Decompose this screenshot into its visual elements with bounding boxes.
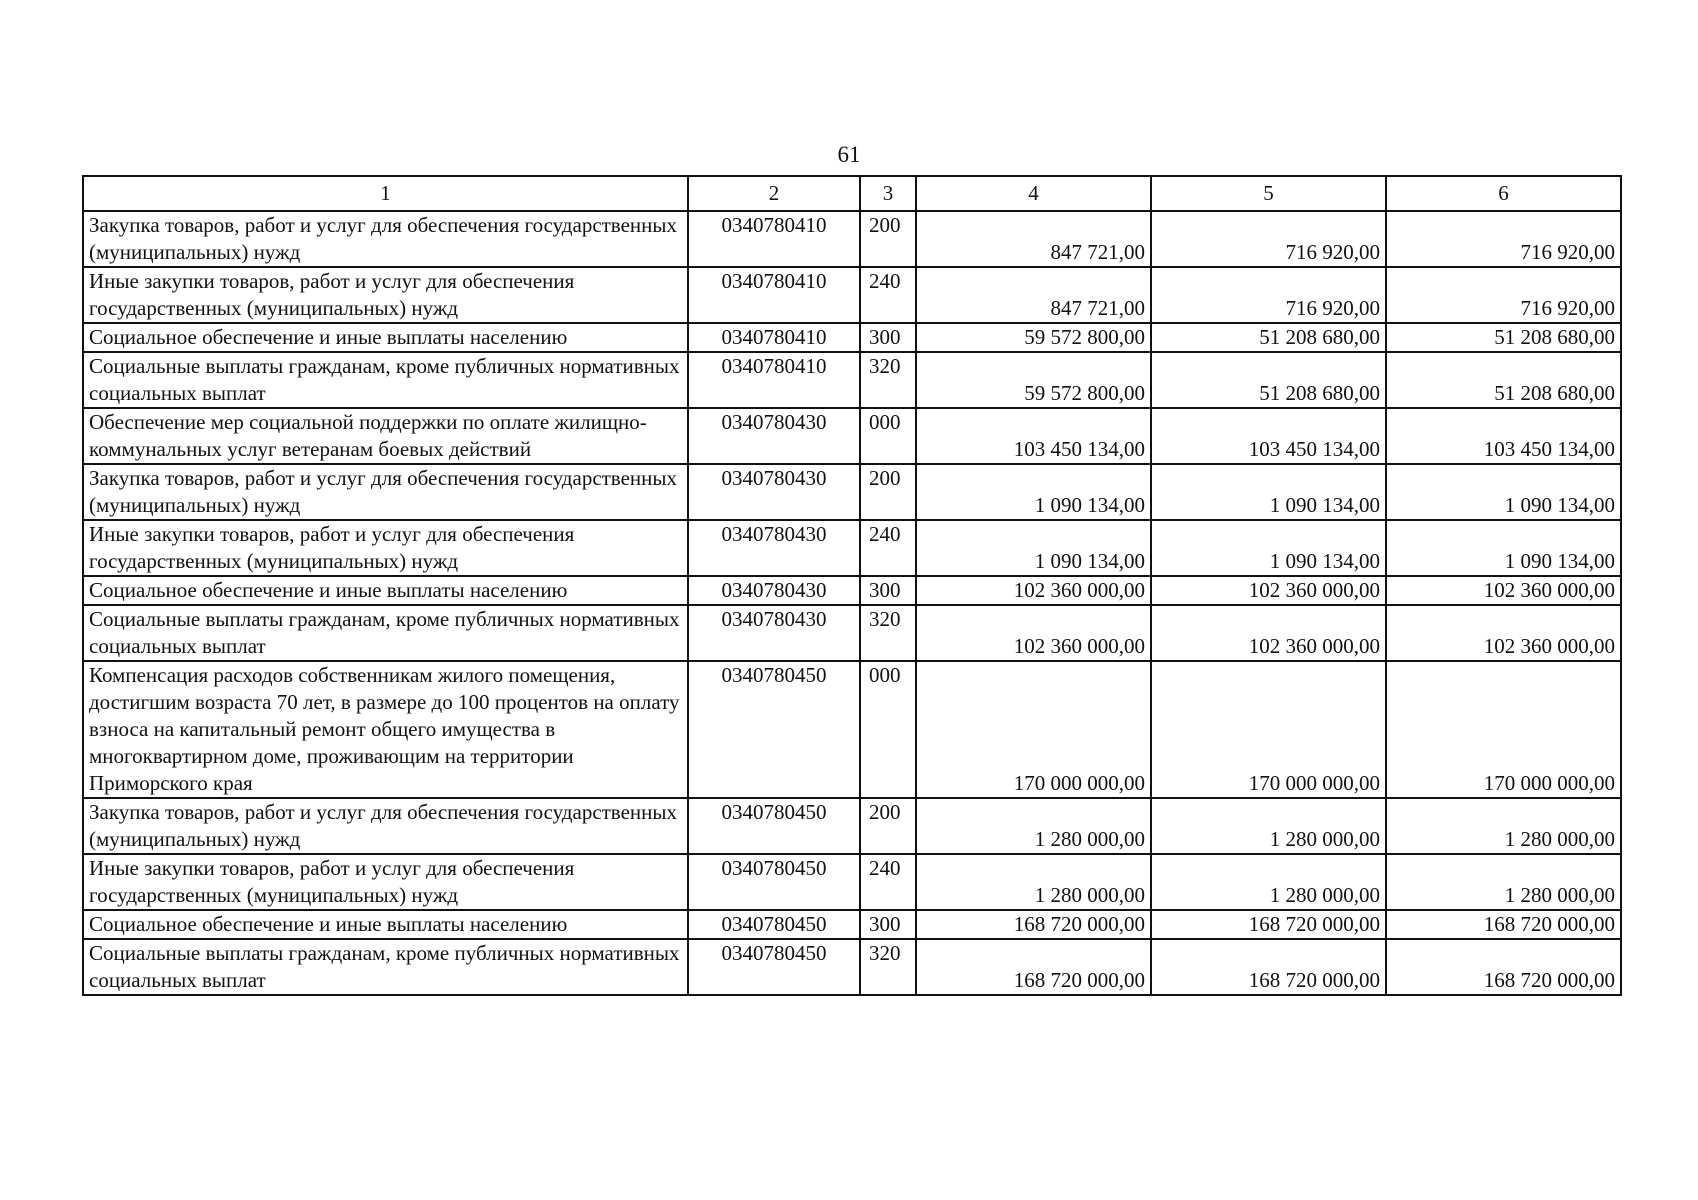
amount-cell-col4: 1 090 134,00 xyxy=(916,464,1151,520)
table-row xyxy=(83,408,1621,464)
amount-cell-col4: 168 720 000,00 xyxy=(916,910,1151,939)
target-article-code-cell: 0340780410 xyxy=(688,267,860,323)
amount-cell-col4: 1 280 000,00 xyxy=(916,798,1151,854)
expense-type-code-cell: 200 xyxy=(860,464,916,520)
expense-name-cell: Иные закупки товаров, работ и услуг для обеспечения государственных (муниципальных) нужд xyxy=(83,520,688,576)
target-article-code-cell: 0340780430 xyxy=(688,408,860,464)
expense-name-cell: Социальное обеспечение и иные выплаты населению xyxy=(83,323,688,352)
target-article-code-cell: 0340780450 xyxy=(688,939,860,995)
amount-cell-col6: 51 208 680,00 xyxy=(1386,323,1621,352)
expense-name-cell: Иные закупки товаров, работ и услуг для обеспечения государственных (муниципальных) нужд xyxy=(83,267,688,323)
target-article-code-cell: 0340780450 xyxy=(688,910,860,939)
amount-cell-col6: 51 208 680,00 xyxy=(1386,352,1621,408)
table-row xyxy=(83,352,1621,408)
amount-cell-col4: 102 360 000,00 xyxy=(916,576,1151,605)
table-row xyxy=(83,323,1621,352)
expense-name-cell: Закупка товаров, работ и услуг для обеспечения государственных (муниципальных) нужд xyxy=(83,211,688,267)
amount-cell-col4: 847 721,00 xyxy=(916,211,1151,267)
amount-cell-col4: 59 572 800,00 xyxy=(916,323,1151,352)
table-row xyxy=(83,939,1621,995)
amount-cell-col4: 1 280 000,00 xyxy=(916,854,1151,910)
amount-cell-col4: 168 720 000,00 xyxy=(916,939,1151,995)
amount-cell-col4: 103 450 134,00 xyxy=(916,408,1151,464)
amount-cell-col5: 168 720 000,00 xyxy=(1151,910,1386,939)
table-row xyxy=(83,267,1621,323)
amount-cell-col6: 168 720 000,00 xyxy=(1386,939,1621,995)
amount-cell-col6: 102 360 000,00 xyxy=(1386,576,1621,605)
expense-type-code-cell: 240 xyxy=(860,267,916,323)
expense-type-code-cell: 000 xyxy=(860,661,916,798)
amount-cell-col5: 716 920,00 xyxy=(1151,211,1386,267)
column-header: 6 xyxy=(1386,176,1621,211)
amount-cell-col5: 1 090 134,00 xyxy=(1151,520,1386,576)
column-header: 3 xyxy=(860,176,916,211)
page-number: 61 xyxy=(837,142,861,167)
expense-name-cell: Компенсация расходов собственникам жилого помещения, достигшим возраста 70 лет, в размере до 100 процентов на оплату взноса на капитальный ремонт общего имущества в многоквартирном доме, проживающим на территории Приморского края xyxy=(83,661,688,798)
amount-cell-col6: 103 450 134,00 xyxy=(1386,408,1621,464)
amount-cell-col6: 170 000 000,00 xyxy=(1386,661,1621,798)
expense-name-cell: Обеспечение мер социальной поддержки по оплате жилищно-коммунальных услуг ветеранам боевых действий xyxy=(83,408,688,464)
table-row xyxy=(83,520,1621,576)
expense-name-cell: Закупка товаров, работ и услуг для обеспечения государственных (муниципальных) нужд xyxy=(83,464,688,520)
expense-name-cell: Иные закупки товаров, работ и услуг для обеспечения государственных (муниципальных) нужд xyxy=(83,854,688,910)
expense-name-cell: Социальное обеспечение и иные выплаты населению xyxy=(83,910,688,939)
amount-cell-col5: 168 720 000,00 xyxy=(1151,939,1386,995)
table-row xyxy=(83,661,1621,798)
expense-name-cell: Социальные выплаты гражданам, кроме публичных нормативных социальных выплат xyxy=(83,939,688,995)
expense-name-cell: Закупка товаров, работ и услуг для обеспечения государственных (муниципальных) нужд xyxy=(83,798,688,854)
amount-cell-col6: 1 090 134,00 xyxy=(1386,520,1621,576)
column-header: 2 xyxy=(688,176,860,211)
amount-cell-col6: 716 920,00 xyxy=(1386,267,1621,323)
amount-cell-col5: 1 280 000,00 xyxy=(1151,798,1386,854)
amount-cell-col6: 168 720 000,00 xyxy=(1386,910,1621,939)
table-row xyxy=(83,211,1621,267)
amount-cell-col6: 1 280 000,00 xyxy=(1386,854,1621,910)
amount-cell-col6: 102 360 000,00 xyxy=(1386,605,1621,661)
amount-cell-col5: 51 208 680,00 xyxy=(1151,323,1386,352)
amount-cell-col5: 51 208 680,00 xyxy=(1151,352,1386,408)
target-article-code-cell: 0340780410 xyxy=(688,211,860,267)
amount-cell-col6: 716 920,00 xyxy=(1386,211,1621,267)
expense-type-code-cell: 240 xyxy=(860,854,916,910)
target-article-code-cell: 0340780430 xyxy=(688,520,860,576)
expense-name-cell: Социальные выплаты гражданам, кроме публичных нормативных социальных выплат xyxy=(83,605,688,661)
expense-type-code-cell: 200 xyxy=(860,798,916,854)
expense-type-code-cell: 300 xyxy=(860,910,916,939)
column-header: 1 xyxy=(83,176,688,211)
column-header: 5 xyxy=(1151,176,1386,211)
expense-type-code-cell: 320 xyxy=(860,352,916,408)
table-row xyxy=(83,464,1621,520)
expense-name-cell: Социальное обеспечение и иные выплаты населению xyxy=(83,576,688,605)
amount-cell-col5: 170 000 000,00 xyxy=(1151,661,1386,798)
amount-cell-col4: 170 000 000,00 xyxy=(916,661,1151,798)
amount-cell-col5: 102 360 000,00 xyxy=(1151,576,1386,605)
amount-cell-col5: 1 280 000,00 xyxy=(1151,854,1386,910)
table-body xyxy=(83,211,1621,995)
amount-cell-col4: 1 090 134,00 xyxy=(916,520,1151,576)
expense-type-code-cell: 200 xyxy=(860,211,916,267)
table-row xyxy=(83,605,1621,661)
expense-name-cell: Социальные выплаты гражданам, кроме публичных нормативных социальных выплат xyxy=(83,352,688,408)
amount-cell-col4: 102 360 000,00 xyxy=(916,605,1151,661)
amount-cell-col4: 847 721,00 xyxy=(916,267,1151,323)
amount-cell-col5: 716 920,00 xyxy=(1151,267,1386,323)
amount-cell-col4: 59 572 800,00 xyxy=(916,352,1151,408)
amount-cell-col5: 1 090 134,00 xyxy=(1151,464,1386,520)
target-article-code-cell: 0340780430 xyxy=(688,576,860,605)
column-header: 4 xyxy=(916,176,1151,211)
expense-type-code-cell: 000 xyxy=(860,408,916,464)
table-row xyxy=(83,910,1621,939)
expense-type-code-cell: 320 xyxy=(860,939,916,995)
expense-type-code-cell: 300 xyxy=(860,323,916,352)
expense-type-code-cell: 320 xyxy=(860,605,916,661)
table-row xyxy=(83,798,1621,854)
target-article-code-cell: 0340780450 xyxy=(688,854,860,910)
target-article-code-cell: 0340780450 xyxy=(688,661,860,798)
expense-type-code-cell: 240 xyxy=(860,520,916,576)
amount-cell-col6: 1 090 134,00 xyxy=(1386,464,1621,520)
target-article-code-cell: 0340780450 xyxy=(688,798,860,854)
target-article-code-cell: 0340780430 xyxy=(688,605,860,661)
table-row xyxy=(83,576,1621,605)
target-article-code-cell: 0340780410 xyxy=(688,323,860,352)
table-header-row xyxy=(83,176,1621,211)
target-article-code-cell: 0340780410 xyxy=(688,352,860,408)
amount-cell-col6: 1 280 000,00 xyxy=(1386,798,1621,854)
table-row xyxy=(83,854,1621,910)
expense-type-code-cell: 300 xyxy=(860,576,916,605)
amount-cell-col5: 103 450 134,00 xyxy=(1151,408,1386,464)
target-article-code-cell: 0340780430 xyxy=(688,464,860,520)
budget-table xyxy=(82,175,1622,996)
amount-cell-col5: 102 360 000,00 xyxy=(1151,605,1386,661)
